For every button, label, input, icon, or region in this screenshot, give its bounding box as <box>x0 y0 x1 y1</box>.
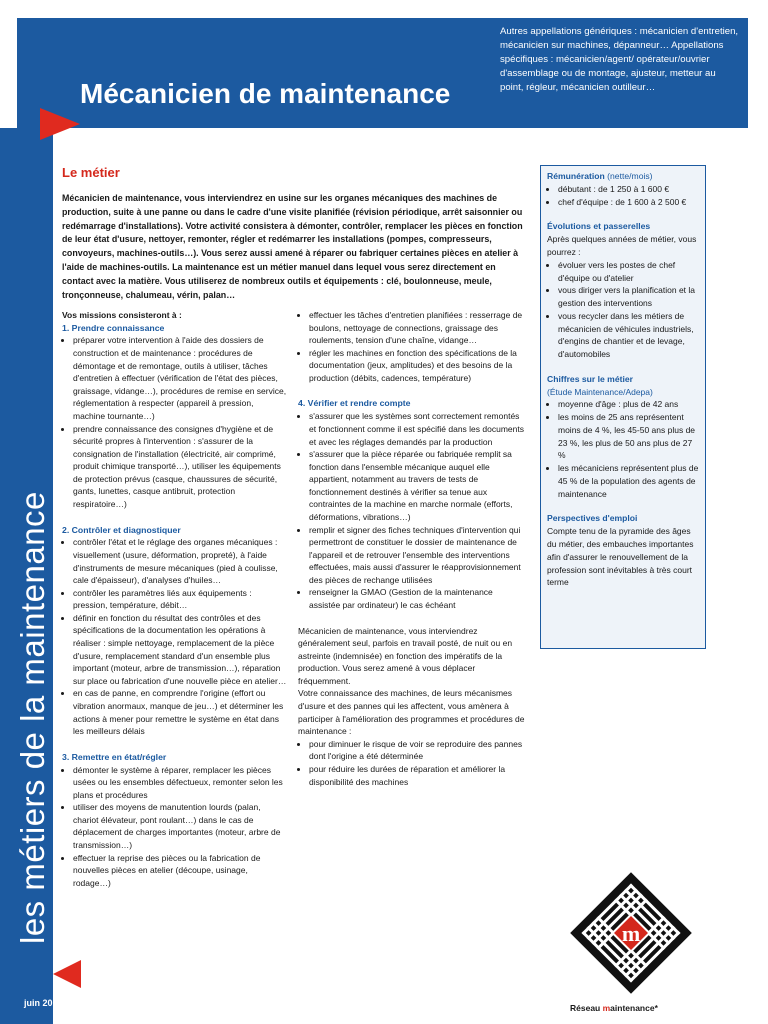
remuneration-list <box>547 183 699 209</box>
closing-paragraph-2: Votre connaissance des machines, de leurs mécanismes d'usure et des pannes qui les affectent, vous amènera à participer à l'amélioration des programmes et procédures de maintenance : <box>298 688 525 737</box>
mission-list-4 <box>298 410 526 611</box>
logo-caption-start: Réseau <box>570 1003 603 1013</box>
chiffres-source: (Étude Maintenance/Adepa) <box>547 386 653 397</box>
missions-lead: Vos missions consisteront à : <box>62 310 182 320</box>
list-item: • contrôler l'état et le réglage des organes mécaniques : visuellement (usure, déformation, propreté), à l'aide d'instruments de mesure mécaniques (pied à coulisse, cale d'épaisseur), d'analyses d'huiles… <box>73 536 287 586</box>
other-job-titles: Autres appellations génériques : mécanicien d'entretien, mécanicien sur machines, dépanneur… Appellations spécifiques : mécanicien/agent/ opérateur/ouvrier d'assemblage ou de montage, ajusteur, metteur au point, régleur, mécanicien outilleur… <box>500 26 739 93</box>
list-item: • contrôler les paramètres liés aux équipements : pression, température, débit… <box>73 587 287 612</box>
list-item: • moyenne d'âge : plus de 42 ans <box>558 398 699 411</box>
perspectives-heading: Perspectives d'emploi <box>547 513 638 524</box>
mission-heading-4: 4. Vérifier et rendre compte <box>298 398 411 409</box>
mission-heading-2: 2. Contrôler et diagnostiquer <box>62 524 181 535</box>
remuneration-heading <box>547 170 699 183</box>
list-item: • en cas de panne, en comprendre l'origine (effort ou vibration anormaux, manque de jeu…) et déterminer les actions à mener pour remettre le système en état dans les meilleurs délais <box>73 687 287 737</box>
logo-mark-icon <box>566 868 696 998</box>
remuneration-subtitle: (nette/mois) <box>604 171 653 181</box>
svg-text:m: m <box>621 921 641 946</box>
missions-column-1 <box>62 309 287 902</box>
mission-list-1 <box>62 334 287 510</box>
list-item: • pour diminuer le risque de voir se reproduire des pannes dont l'origine a été déterminée <box>309 738 526 763</box>
red-bottom-marker <box>53 960 81 988</box>
page-title: Mécanicien de maintenance <box>80 78 451 109</box>
list-item: • régler les machines en fonction des spécifications de la documentation (jeux, amplitudes) et des besoins de la production (débits, cadences, température) <box>309 347 526 385</box>
series-title-vertical: les métiers de la maintenance <box>14 491 51 944</box>
logo-caption-m: m <box>602 1003 611 1013</box>
evolutions-list <box>547 259 699 361</box>
closing-list <box>298 738 526 788</box>
chiffres-list <box>547 398 699 500</box>
intro-paragraph: Mécanicien de maintenance, vous interviendrez en usine sur les organes mécaniques des machines de production, suite à une panne ou dans le cadre d'une visite planifiée (révision périodique, arrêt saisonnier ou redémarrage d'installations). Votre activité consistera à démonter, contrôler, remplacer les pièces en fonction de leur état d'usure, nettoyer, remonter, régler et redémarrer les installations (pompes, compresseurs, convoyeurs, machines-outils…). Vous serez aussi amené à réparer ou fabriquer certaines pièces en atelier à l'aide de machines-outils. La maintenance est un métier manuel dans lequel vous serez directement en contact avec la matière. Vous utiliserez de nombreux outils et équipements : clé, boulonneuse, meule, tronçonneuse, chalumeau, vérin, palan… <box>62 193 523 300</box>
mission-list-2 <box>62 536 287 737</box>
list-item: • s'assurer que les systèmes sont correctement remontés et fonctionnent comme il est spécifié dans les documents et avec les réglages demandés par la production <box>309 410 526 448</box>
mission-heading-1: 1. Prendre connaissance <box>62 322 165 333</box>
closing-paragraph-1: Mécanicien de maintenance, vous interviendrez généralement seul, parfois en travail posté, de nuit ou en astreinte (indemnisée) en fonction des impératifs de la production. Vous serez amené à vous déplacer fréquemment. <box>298 625 513 686</box>
list-item: • effectuer les tâches d'entretien planifiées : resserrage de boulons, nettoyage de connections, graissage des roulements, tension d'une chaîne, vidange… <box>309 309 526 347</box>
list-item: • vous recycler dans les métiers de mécanicien de véhicules industriels, d'engins de chantier et de levage, d'automobiles <box>558 310 699 361</box>
chiffres-heading: Chiffres sur le métier <box>547 373 633 384</box>
list-item: • les mécaniciens représentent plus de 45 % de la population des agents de maintenance <box>558 462 699 500</box>
issue-date: juin 2010 <box>24 998 63 1008</box>
list-item: • effectuer la reprise des pièces ou la fabrication de nouvelles pièces en atelier (découpe, usinage, rodage…) <box>73 852 287 890</box>
mission-heading-3: 3. Remettre en état/régler <box>62 751 167 762</box>
logo-caption-end: aintenance* <box>610 1003 658 1013</box>
list-item: • définir en fonction du résultat des contrôles et des spécifications de la documentation les opérations à réaliser : simple nettoyage, remplacement de la pièce d'usure, remplacement standard d'un ensemble plus important (moteur, arbre de transmission…), réparation sur place ou fabrication d'une nouvelle pièce en atelier… <box>73 612 287 687</box>
list-item: • remplir et signer des fiches techniques d'intervention qui permettront de constituer le dossier de maintenance de l'appareil et de retrouver l'ensemble des interventions effectuées, mais aussi d'assurer le réapprovisionnement des pièces de rechange utilisées <box>309 524 526 587</box>
list-item: • chef d'équipe : de 1 600 à 2 500 € <box>558 196 699 209</box>
logo-caption <box>570 1003 658 1013</box>
list-item: • vous diriger vers la planification et la gestion des interventions <box>558 284 699 310</box>
reseau-maintenance-logo <box>566 868 696 1003</box>
list-item: • utiliser des moyens de manutention lourds (palan, chariot élévateur, pont roulant…) dans le cas de déplacement de charges importantes (moteur, arbre de transmission…) <box>73 801 287 851</box>
perspectives-text: Compte tenu de la pyramide des âges du métier, des embauches importantes afin d'assurer le renouvellement de la profession sont inévitables à très court terme <box>547 526 694 588</box>
list-item: • débutant : de 1 250 à 1 600 € <box>558 183 699 196</box>
remuneration-title: Rémunération <box>547 171 605 181</box>
evolutions-heading: Évolutions et passerelles <box>547 221 651 232</box>
missions-column-2 <box>298 309 526 801</box>
list-item: • pour réduire les durées de réparation et améliorer la disponibilité des machines <box>309 763 526 788</box>
info-sidebar <box>540 165 706 649</box>
mission-list-3-continued <box>298 309 526 384</box>
list-item: • démonter le système à réparer, remplacer les pièces usées ou les ensembles défectueux, remonter selon les plans et procédures <box>73 764 287 802</box>
list-item: • renseigner la GMAO (Gestion de la maintenance assistée par ordinateur) le cas échéant <box>309 586 526 611</box>
list-item: • prendre connaissance des consignes d'hygiène et de sécurité propres à l'intervention : s'assurer de la consignation de l'installation (électricité, air comprimé, produit chimique transporté…), utiliser les équipements de protection prévus (casque, chaussures de sécurité, gants, lunettes, casque antibruit, protection respiratoire…) <box>73 423 287 511</box>
section-title: Le métier <box>62 165 120 180</box>
list-item: • préparer votre intervention à l'aide des dossiers de construction et de maintenance : procédures de démontage et de remontage, outils à utiliser, tâches d'entretien à effectuer (vérification de l'état des pièces, graissage, vidange…), procédures de remise en service, réglementation à respecter (appareil à pression, machine tournante…) <box>73 334 287 422</box>
list-item: • les moins de 25 ans représentent moins de 4 %, les 45-50 ans plus de 23 %, les plus de 50 ans plus de 27 % <box>558 411 699 462</box>
red-tab-marker <box>40 108 80 140</box>
list-item: • s'assurer que la pièce réparée ou fabriquée remplit sa fonction dans l'ensemble mécanique auquel elle appartient, notamment au travers de tests de fonctionnement destinés à vérifier sa tenue aux contraintes de la machine en marche normale (efforts, déformations, vibrations…) <box>309 448 526 523</box>
mission-list-3 <box>62 764 287 890</box>
list-item: • évoluer vers les postes de chef d'équipe ou d'atelier <box>558 259 699 285</box>
evolutions-intro: Après quelques années de métier, vous pourrez : <box>547 234 697 258</box>
